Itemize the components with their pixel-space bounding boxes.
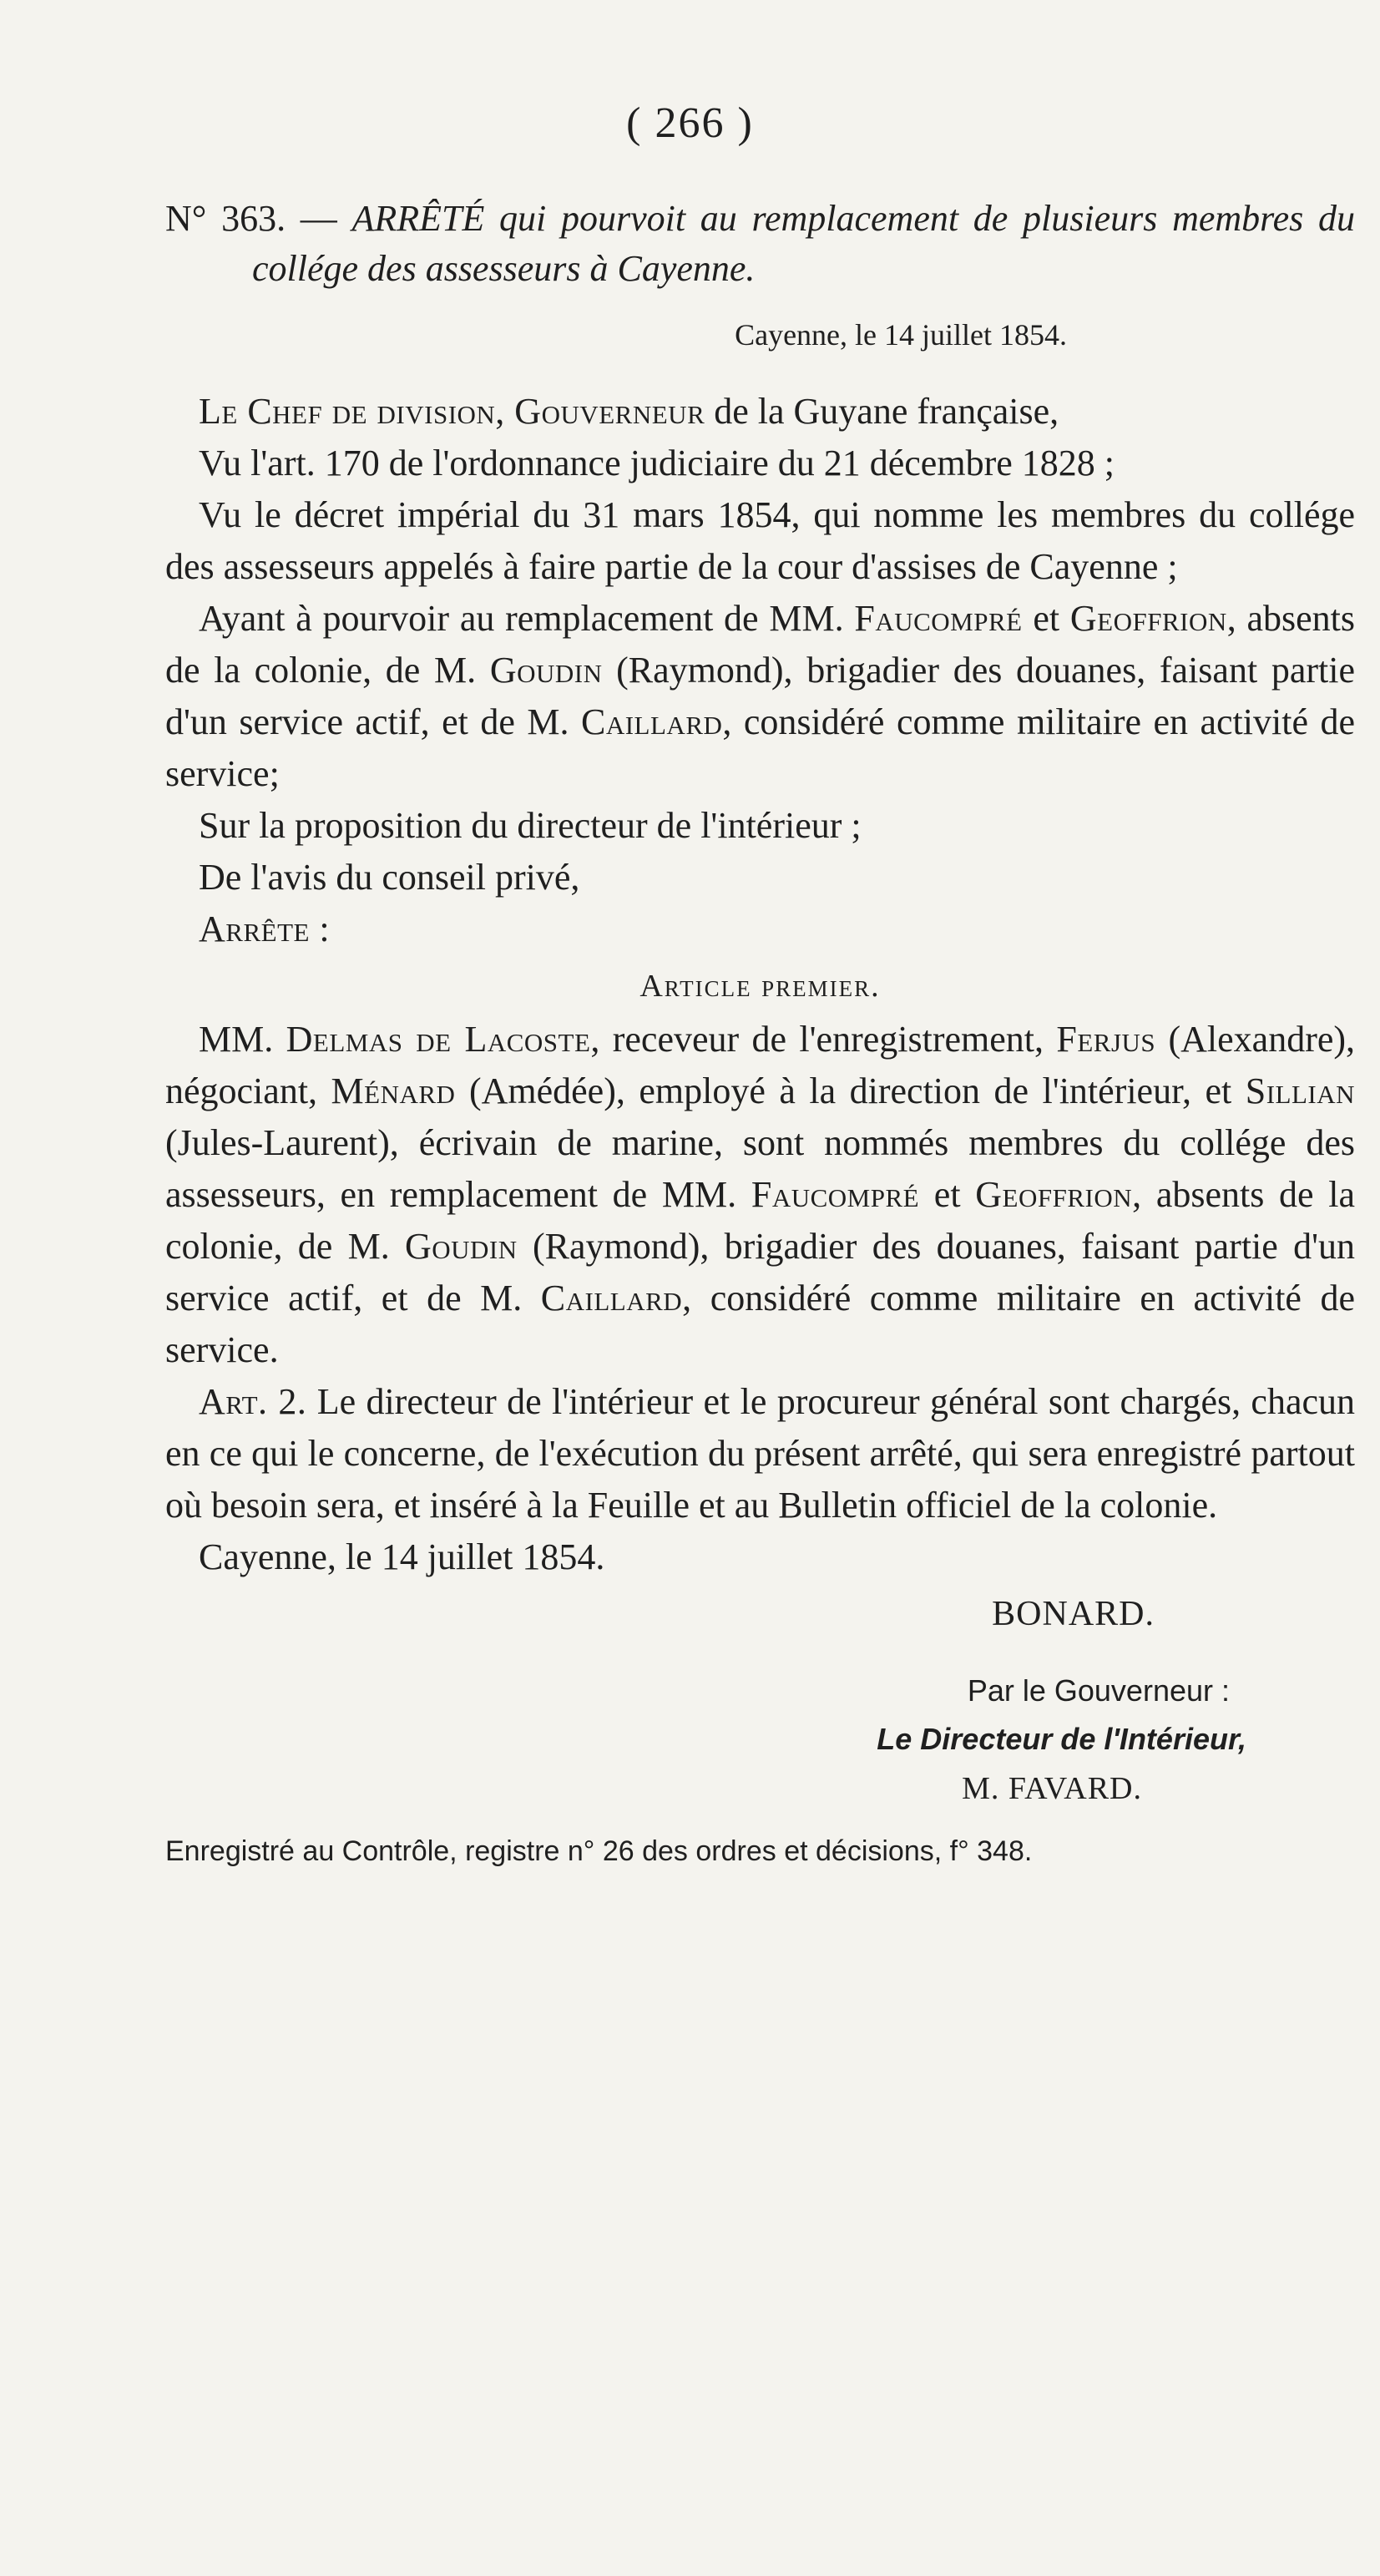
arrete-label: Arrête : (199, 908, 331, 949)
person-name: Caillard (581, 701, 723, 742)
closing-date: Cayenne, le 14 juillet 1854. (199, 1536, 605, 1577)
text-run: (Raymond), brigadier des douanes, faisant partie d'un service actif, et de M. (165, 650, 1355, 742)
text-run: , absents de la colonie, de M. (165, 1174, 1356, 1267)
decree-number: N° 363. — (165, 198, 337, 239)
preamble-chef (165, 386, 1355, 438)
person-name: Delmas de Lacoste (286, 1019, 591, 1060)
document-body (165, 194, 1355, 1877)
person-name: Sillian (1245, 1070, 1355, 1111)
person-name: Faucompré (751, 1174, 920, 1215)
signature-bonard: BONARD. (992, 1595, 1155, 1633)
text-run: MM. (199, 1019, 274, 1060)
par-le-gouverneur: Par le Gouverneur : (967, 1673, 1230, 1708)
page-number: ( 266 ) (626, 99, 754, 147)
text-run: (Raymond), brigadier des douanes, faisant partie d'un service actif, et de M. (165, 1226, 1356, 1318)
person-name: Caillard (540, 1278, 683, 1318)
chef-label: Le Chef de division, Gouverneur (199, 391, 705, 432)
preamble-vu-1: Vu l'art. 170 de l'ordonnance judiciaire du 21 décembre 1828 ; (199, 443, 1115, 483)
article-2-text (165, 1376, 1355, 1531)
preamble-ayant (165, 593, 1355, 800)
preamble-avis: De l'avis du conseil privé, (199, 857, 580, 898)
place-date: Cayenne, le 14 juillet 1854. (735, 318, 1067, 352)
text-run: (Amédée), employé à la direction de l'intérieur, et (468, 1070, 1232, 1111)
directeur-interieur: Le Directeur de l'Intérieur, (877, 1722, 1246, 1756)
article-2-label: Art. 2. (199, 1381, 307, 1422)
person-name: Goudin (489, 650, 603, 691)
signature-favard: M. FAVARD. (962, 1771, 1142, 1806)
article-1-text (165, 1014, 1355, 1376)
chef-rest: de la Guyane française, (714, 391, 1059, 432)
person-name: Ménard (331, 1070, 456, 1111)
registration-note: Enregistré au Contrôle, registre n° 26 des ordres et décisions, f° 348. (165, 1835, 1033, 1867)
text-run: , absents de la colonie, de M. (165, 598, 1356, 691)
text-run: Le directeur de l'intérieur et le procureur général sont chargés, chacun en ce qui le concerne, de l'exécution du présent arrêté, qui sera enregistré partout où besoin sera, et inséré à la Feuille et au Bulletin officiel de la colonie. (165, 1381, 1356, 1526)
text-run: , receveur de l'enregistrement, (590, 1019, 1044, 1060)
person-name: Geoffrion (975, 1174, 1133, 1215)
decree-title: ARRÊTÉ qui pourvoit au remplacement de plusieurs membres du collége des assesseurs à Cayenne. (252, 198, 1355, 289)
document-title (165, 194, 1355, 294)
preamble-proposition: Sur la proposition du directeur de l'intérieur ; (199, 805, 862, 846)
text-run: , considéré comme militaire en activité de service; (165, 701, 1355, 794)
preamble-vu-2: Vu le décret impérial du 31 mars 1854, qui nomme les membres du collége des assesseurs appelés à faire partie de la cour d'assises de Cayenne ; (165, 494, 1355, 587)
text-run: Ayant à pourvoir au remplacement de MM. (199, 598, 844, 639)
text-run: (Alexandre), négociant, (165, 1019, 1356, 1111)
person-name: Geoffrion (1069, 598, 1227, 639)
article-1-heading: Article premier. (639, 969, 881, 1004)
person-name: Goudin (405, 1226, 518, 1267)
text-run: et (1033, 598, 1060, 639)
person-name: Faucompré (854, 598, 1023, 639)
text-run: , considéré comme militaire en activité de service. (165, 1278, 1356, 1370)
text-run: (Jules-Laurent), écrivain de marine, sont nommés membres du collége des assesseurs, en remplacement de MM. (165, 1122, 1355, 1215)
text-run: et (933, 1174, 961, 1215)
person-name: Ferjus (1056, 1019, 1156, 1060)
